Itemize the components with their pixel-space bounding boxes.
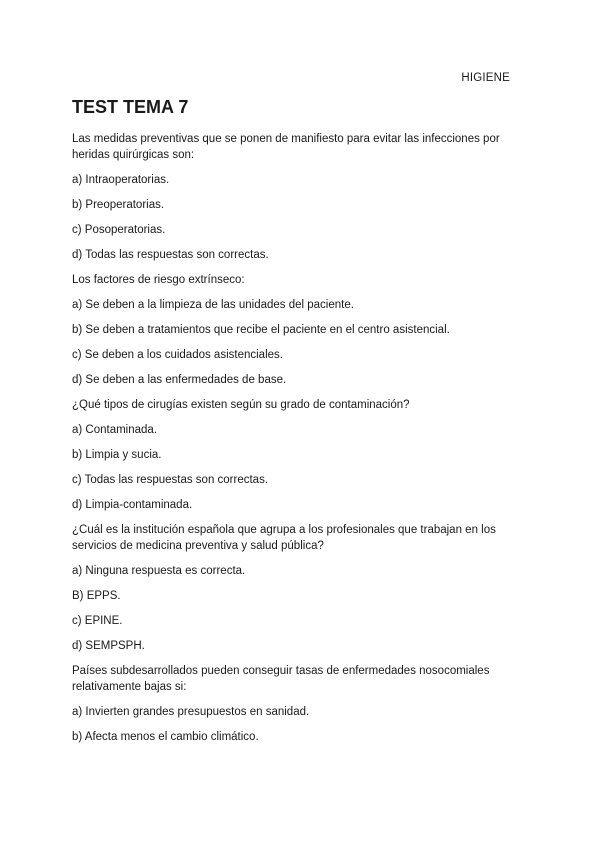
question-text: Países subdesarrollados pueden conseguir tasas de enfermedades nosocomiales relativamente bajas si: <box>72 665 490 693</box>
question-block <box>72 663 512 745</box>
options-list <box>72 172 512 263</box>
question-block <box>72 522 512 654</box>
answer-option: b) Se deben a tratamientos que recibe el paciente en el centro asistencial. <box>72 324 450 336</box>
question-block <box>72 272 512 388</box>
answer-option: c) Todas las respuestas son correctas. <box>72 474 269 486</box>
answer-option: a) Intraoperatorias. <box>72 174 170 186</box>
answer-option: B) EPPS. <box>72 590 121 602</box>
page-title: TEST TEMA 7 <box>72 97 189 117</box>
answer-option: b) Limpia y sucia. <box>72 449 162 461</box>
answer-option: d) Todas las respuestas son correctas. <box>72 249 269 261</box>
answer-option: d) Se deben a las enfermedades de base. <box>72 374 287 386</box>
options-list <box>72 422 512 513</box>
options-list <box>72 297 512 388</box>
answer-option: b) Afecta menos el cambio climático. <box>72 731 259 743</box>
answer-option: d) Limpia-contaminada. <box>72 499 193 511</box>
options-list <box>72 704 512 745</box>
page-header: HIGIENE <box>461 72 510 84</box>
question-block <box>72 131 512 263</box>
question-text: Las medidas preventivas que se ponen de manifiesto para evitar las infecciones por heridas quirúrgicas son: <box>72 133 500 161</box>
question-text: ¿Cuál es la institución española que agrupa a los profesionales que trabajan en los servicios de medicina preventiva y salud pública? <box>72 524 496 552</box>
answer-option: d) SEMPSPH. <box>72 640 145 652</box>
options-list <box>72 563 512 654</box>
answer-option: c) Posoperatorias. <box>72 224 166 236</box>
answer-option: a) Se deben a la limpieza de las unidades del paciente. <box>72 299 354 311</box>
question-text: ¿Qué tipos de cirugías existen según su grado de contaminación? <box>72 399 410 411</box>
question-block <box>72 397 512 513</box>
answer-option: a) Ninguna respuesta es correcta. <box>72 565 246 577</box>
answer-option: a) Contaminada. <box>72 424 158 436</box>
answer-option: a) Invierten grandes presupuestos en sanidad. <box>72 706 310 718</box>
question-text: Los factores de riesgo extrínseco: <box>72 274 245 286</box>
answer-option: c) EPINE. <box>72 615 123 627</box>
answer-option: b) Preoperatorias. <box>72 199 165 211</box>
answer-option: c) Se deben a los cuidados asistenciales. <box>72 349 283 361</box>
quiz-content <box>72 131 512 754</box>
